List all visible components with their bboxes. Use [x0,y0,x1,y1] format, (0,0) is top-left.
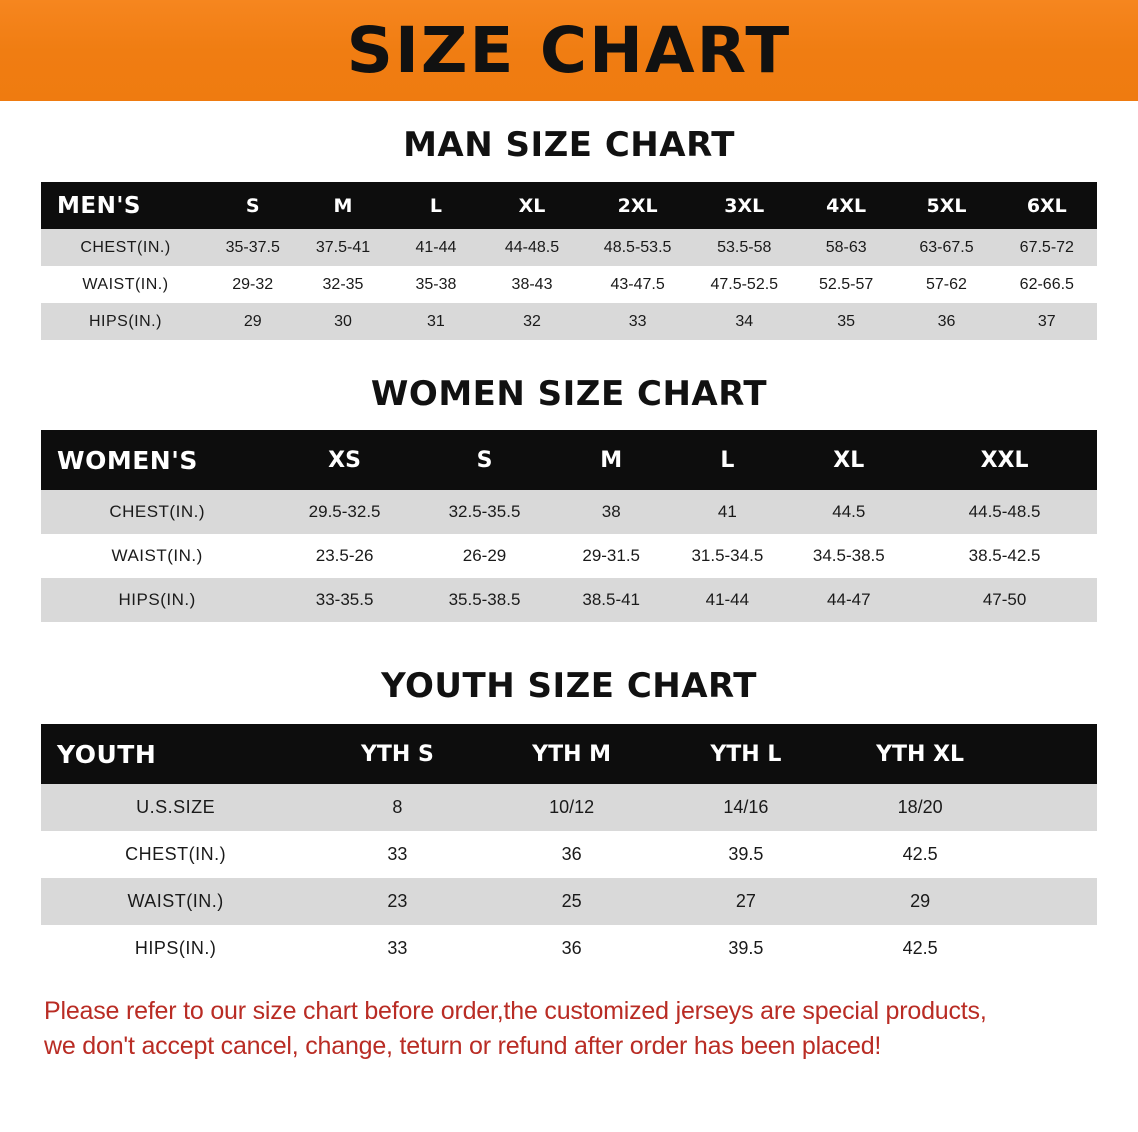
man-row-label: CHEST(IN.) [41,229,210,266]
table-cell: 36 [896,303,996,340]
table-cell: 53.5-58 [693,229,796,266]
youth-section-title: YOUTH SIZE CHART [381,666,757,706]
table-row [41,490,1097,534]
women-row-label: CHEST(IN.) [41,490,273,534]
table-cell-spacer [1007,878,1097,925]
table-cell: 41-44 [669,578,785,622]
table-cell: 29-31.5 [553,534,669,578]
table-cell: 44-47 [785,578,912,622]
table-row [41,578,1097,622]
table-cell: 29-32 [210,266,296,303]
table-row [41,534,1097,578]
youth-table-wrapper [41,724,1097,972]
man-row-head: MEN'S [41,182,210,229]
man-size-table [41,182,1097,340]
youth-row-label: HIPS(IN.) [41,925,310,972]
man-col-header: 6XL [997,182,1097,229]
table-cell: 36 [485,831,659,878]
youth-row-head: YOUTH [41,724,310,784]
table-cell: 32.5-35.5 [416,490,553,534]
table-cell: 27 [659,878,833,925]
youth-col-header-spacer [1007,724,1097,784]
table-cell: 57-62 [896,266,996,303]
women-row-label: WAIST(IN.) [41,534,273,578]
table-row [41,925,1097,972]
table-cell: 35-37.5 [210,229,296,266]
table-cell: 62-66.5 [997,266,1097,303]
table-cell: 37.5-41 [295,229,390,266]
man-row-label: WAIST(IN.) [41,266,210,303]
table-row [41,303,1097,340]
women-row-head: WOMEN'S [41,430,273,490]
table-cell: 23 [310,878,484,925]
table-cell-spacer [1007,925,1097,972]
women-col-header: L [669,430,785,490]
table-cell: 26-29 [416,534,553,578]
disclaimer-line-2: we don't accept cancel, change, teturn or refund after order has been placed! [44,1031,882,1060]
table-cell: 63-67.5 [896,229,996,266]
youth-row-label: WAIST(IN.) [41,878,310,925]
table-cell: 39.5 [659,831,833,878]
table-cell: 8 [310,784,484,831]
table-cell: 33 [583,303,693,340]
table-cell: 52.5-57 [796,266,896,303]
table-cell: 35-38 [391,266,482,303]
table-cell: 43-47.5 [583,266,693,303]
table-cell: 29 [833,878,1007,925]
table-cell: 41 [669,490,785,534]
table-cell: 44.5 [785,490,912,534]
table-cell: 42.5 [833,831,1007,878]
man-row-label: HIPS(IN.) [41,303,210,340]
women-table-header-row [41,430,1097,490]
women-col-header: XL [785,430,912,490]
table-cell: 32-35 [295,266,390,303]
page-title: SIZE CHART [346,14,792,87]
table-cell: 48.5-53.5 [583,229,693,266]
man-table-wrapper [41,182,1097,340]
youth-col-header: YTH L [659,724,833,784]
man-col-header: L [391,182,482,229]
table-cell: 32 [481,303,582,340]
table-row [41,878,1097,925]
table-row [41,831,1097,878]
table-cell: 18/20 [833,784,1007,831]
table-cell: 38.5-41 [553,578,669,622]
table-cell: 38.5-42.5 [912,534,1097,578]
table-row [41,266,1097,303]
table-cell: 33-35.5 [273,578,416,622]
table-row [41,229,1097,266]
table-cell-spacer [1007,784,1097,831]
table-cell: 31 [391,303,482,340]
table-cell: 33 [310,831,484,878]
women-col-header: XXL [912,430,1097,490]
table-cell: 23.5-26 [273,534,416,578]
women-col-header: S [416,430,553,490]
man-col-header: 3XL [693,182,796,229]
youth-row-label: U.S.SIZE [41,784,310,831]
women-col-header: XS [273,430,416,490]
table-cell: 29 [210,303,296,340]
table-cell: 44-48.5 [481,229,582,266]
table-cell: 47.5-52.5 [693,266,796,303]
man-table-header-row [41,182,1097,229]
table-cell-spacer [1007,831,1097,878]
table-cell: 42.5 [833,925,1007,972]
women-section-title: WOMEN SIZE CHART [370,374,768,414]
youth-row-label: CHEST(IN.) [41,831,310,878]
table-cell: 30 [295,303,390,340]
women-table-wrapper [41,430,1097,622]
table-cell: 25 [485,878,659,925]
women-row-label: HIPS(IN.) [41,578,273,622]
youth-table-header-row [41,724,1097,784]
man-col-header: 2XL [583,182,693,229]
table-cell: 31.5-34.5 [669,534,785,578]
youth-col-header: YTH M [485,724,659,784]
table-cell: 36 [485,925,659,972]
table-cell: 29.5-32.5 [273,490,416,534]
table-cell: 44.5-48.5 [912,490,1097,534]
man-col-header: S [210,182,296,229]
table-cell: 37 [997,303,1097,340]
table-cell: 34 [693,303,796,340]
man-col-header: 4XL [796,182,896,229]
table-cell: 47-50 [912,578,1097,622]
table-cell: 35 [796,303,896,340]
page-banner [0,0,1138,101]
table-cell: 33 [310,925,484,972]
youth-size-table [41,724,1097,972]
table-cell: 35.5-38.5 [416,578,553,622]
table-cell: 34.5-38.5 [785,534,912,578]
table-cell: 58-63 [796,229,896,266]
disclaimer-note [44,994,1098,1063]
man-col-header: 5XL [896,182,996,229]
table-cell: 38 [553,490,669,534]
table-cell: 41-44 [391,229,482,266]
women-size-table [41,430,1097,622]
table-cell: 67.5-72 [997,229,1097,266]
disclaimer-line-1: Please refer to our size chart before order,the customized jerseys are special products, [44,997,987,1025]
man-col-header: M [295,182,390,229]
man-section-title: MAN SIZE CHART [403,125,735,165]
youth-col-header: YTH S [310,724,484,784]
man-col-header: XL [481,182,582,229]
table-row [41,784,1097,831]
table-cell: 14/16 [659,784,833,831]
women-col-header: M [553,430,669,490]
youth-col-header: YTH XL [833,724,1007,784]
table-cell: 39.5 [659,925,833,972]
table-cell: 10/12 [485,784,659,831]
table-cell: 38-43 [481,266,582,303]
